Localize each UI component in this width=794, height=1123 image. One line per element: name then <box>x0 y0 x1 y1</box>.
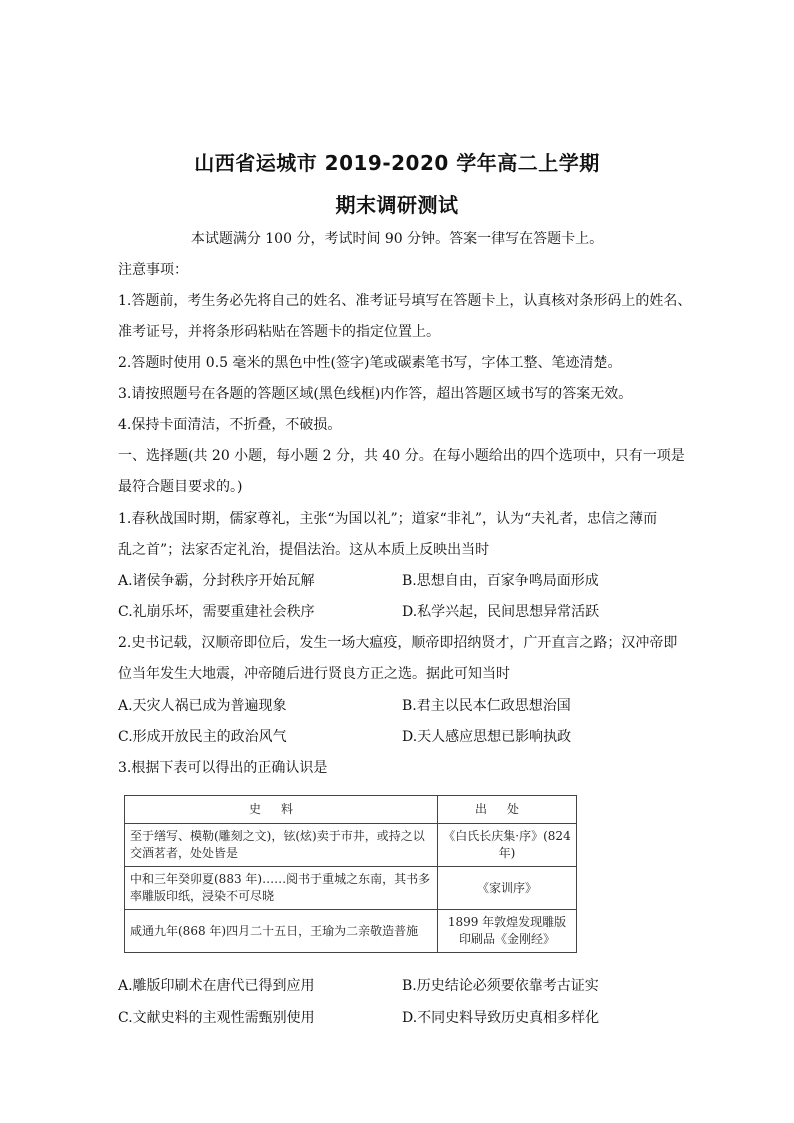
exam-title-line1: 山西省运城市 2019-2020 学年高二上学期 <box>194 151 600 175</box>
table-cell-source: 《白氏长庆集·序》(824 年) <box>438 824 577 867</box>
question-1-option-a: A.诸侯争霸，分封秩序开始瓦解 <box>118 573 315 589</box>
table-cell-material: 中和三年癸卯夏(883 年)……阅书于重城之东南，其书多率雕版印纸，浸染不可尽晓 <box>125 867 438 910</box>
notice-line: 4.保持卡面清洁，不折叠，不破损。 <box>118 417 342 433</box>
table-cell-material: 咸通九年(868 年)四月二十五日，王瑜为二亲敬造普施 <box>125 910 438 953</box>
notice-line: 2.答题时使用 0.5 毫米的黑色中性(签字)笔或碳素笔书写，字体工整、笔迹清楚。 <box>118 355 622 371</box>
question-2-option-a: A.天灾人祸已成为普遍现象 <box>118 698 287 714</box>
question-2-stem-cont: 位当年发生大地震，冲帝随后进行贤良方正之选。据此可知当时 <box>118 666 510 682</box>
question-3-stem: 3.根据下表可以得出的正确认识是 <box>118 760 328 776</box>
table-header-source: 出处 <box>438 796 577 824</box>
table-header-material: 史料 <box>125 796 438 824</box>
question-3-option-b: B.历史结论必须要依靠考古证实 <box>402 978 599 994</box>
table-cell-material: 至于缮写、模勒(雕刻之文)，铉(炫)卖于市井，或持之以交酒茗者，处处皆是 <box>125 824 438 867</box>
table-cell-source: 《家训序》 <box>438 867 577 910</box>
table-row <box>125 910 577 953</box>
table-row <box>125 867 577 910</box>
notice-line: 1.答题前，考生务必先将自己的姓名、准考证号填写在答题卡上，认真核对条形码上的姓名、 <box>118 293 692 309</box>
question-2-option-b: B.君主以民本仁政思想治国 <box>402 698 571 714</box>
question-2-option-c: C.形成开放民主的政治风气 <box>118 729 287 745</box>
table-row <box>125 824 577 867</box>
exam-title-line2: 期末调研测试 <box>335 193 459 217</box>
notice-line: 准考证号，并将条形码粘贴在答题卡的指定位置上。 <box>118 324 440 340</box>
question-1-stem-cont: 乱之首”；法家否定礼治，提倡法治。这从本质上反映出当时 <box>118 542 490 558</box>
exam-subtitle: 本试题满分 100 分，考试时间 90 分钟。答案一律写在答题卡上。 <box>190 231 604 247</box>
question-1-option-b: B.思想自由，百家争鸣局面形成 <box>402 573 599 589</box>
question-2-stem: 2.史书记载，汉顺帝即位后，发生一场大瘟疫，顺帝即招纳贤才，广开直言之路；汉冲帝即 <box>118 635 678 651</box>
question-3-option-c: C.文献史料的主观性需甄别使用 <box>118 1010 315 1026</box>
question-1-option-d: D.私学兴起，民间思想异常活跃 <box>402 604 600 620</box>
question-1-option-c: C.礼崩乐坏，需要重建社会秩序 <box>118 604 315 620</box>
section-heading: 一、选择题(共 20 小题，每小题 2 分，共 40 分。在每小题给出的四个选项中，只有一项是 <box>118 448 685 464</box>
notice-line: 3.请按照题号在各题的答题区域(黑色线框)内作答，超出答题区域书写的答案无效。 <box>118 386 633 402</box>
question-3-option-d: D.不同史料导致历史真相多样化 <box>402 1010 600 1026</box>
notice-heading: 注意事项： <box>118 262 188 278</box>
section-heading-cont: 最符合题目要求的。) <box>118 479 243 495</box>
table-cell-source: 1899 年敦煌发现雕版印刷品《金刚经》 <box>438 910 577 953</box>
question-1-stem: 1.春秋战国时期，儒家尊礼，主张“为国以礼”；道家“非礼”，认为“夫礼者，忠信之薄而 <box>118 511 658 527</box>
source-table <box>124 795 577 953</box>
table-header-row <box>125 796 577 824</box>
question-2-option-d: D.天人感应思想已影响执政 <box>402 729 572 745</box>
question-3-option-a: A.雕版印刷术在唐代已得到应用 <box>118 978 315 994</box>
